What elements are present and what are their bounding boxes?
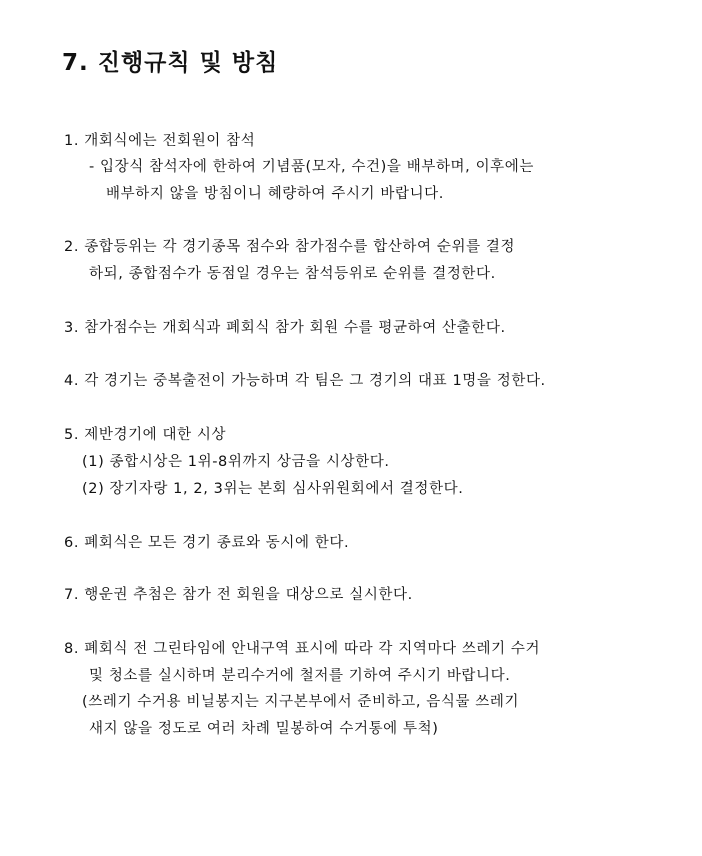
- item-5-sub-2: (2) 장기자랑 1, 2, 3위는 본회 심사위원회에서 결정한다.: [82, 481, 464, 497]
- item-3-line-1: 3. 참가점수는 개회식과 폐회식 참가 회원 수를 평균하여 산출한다.: [64, 320, 506, 336]
- item-1-heading: 1. 개회식에는 전회원이 참석: [64, 133, 256, 149]
- item-1-note-line-1: - 입장식 참석자에 한하여 기념품(모자, 수건)을 배부하며, 이후에는: [89, 159, 535, 175]
- item-8-line-1: 8. 폐회식 전 그린타임에 안내구역 표시에 따라 각 지역마다 쓰레기 수거: [64, 641, 541, 657]
- item-1-note-line-2: 배부하지 않을 방침이니 혜량하여 주시기 바랍니다.: [106, 186, 444, 202]
- section-title: 7. 진행규칙 및 방침: [62, 50, 279, 76]
- item-2-line-2: 하되, 종합점수가 동점일 경우는 참석등위로 순위를 결정한다.: [89, 266, 496, 282]
- item-6-line-1: 6. 폐회식은 모든 경기 종료와 동시에 한다.: [64, 535, 350, 551]
- item-5-heading: 5. 제반경기에 대한 시상: [64, 427, 227, 443]
- item-8-note-line-1: (쓰레기 수거용 비닐봉지는 지구본부에서 준비하고, 음식물 쓰레기: [82, 694, 520, 710]
- item-5-sub-1: (1) 종합시상은 1위-8위까지 상금을 시상한다.: [82, 454, 390, 470]
- item-4-line-1: 4. 각 경기는 중복출전이 가능하며 각 팀은 그 경기의 대표 1명을 정한다.: [64, 373, 546, 389]
- item-8-line-2: 및 청소를 실시하며 분리수거에 철저를 기하여 주시기 바랍니다.: [89, 668, 511, 684]
- item-7-line-1: 7. 행운권 추첨은 참가 전 회원을 대상으로 실시한다.: [64, 587, 413, 603]
- item-2-line-1: 2. 종합등위는 각 경기종목 점수와 참가점수를 합산하여 순위를 결정: [64, 239, 516, 255]
- item-8-note-line-2: 새지 않을 정도로 여러 차례 밀봉하여 수거통에 투척): [89, 721, 439, 737]
